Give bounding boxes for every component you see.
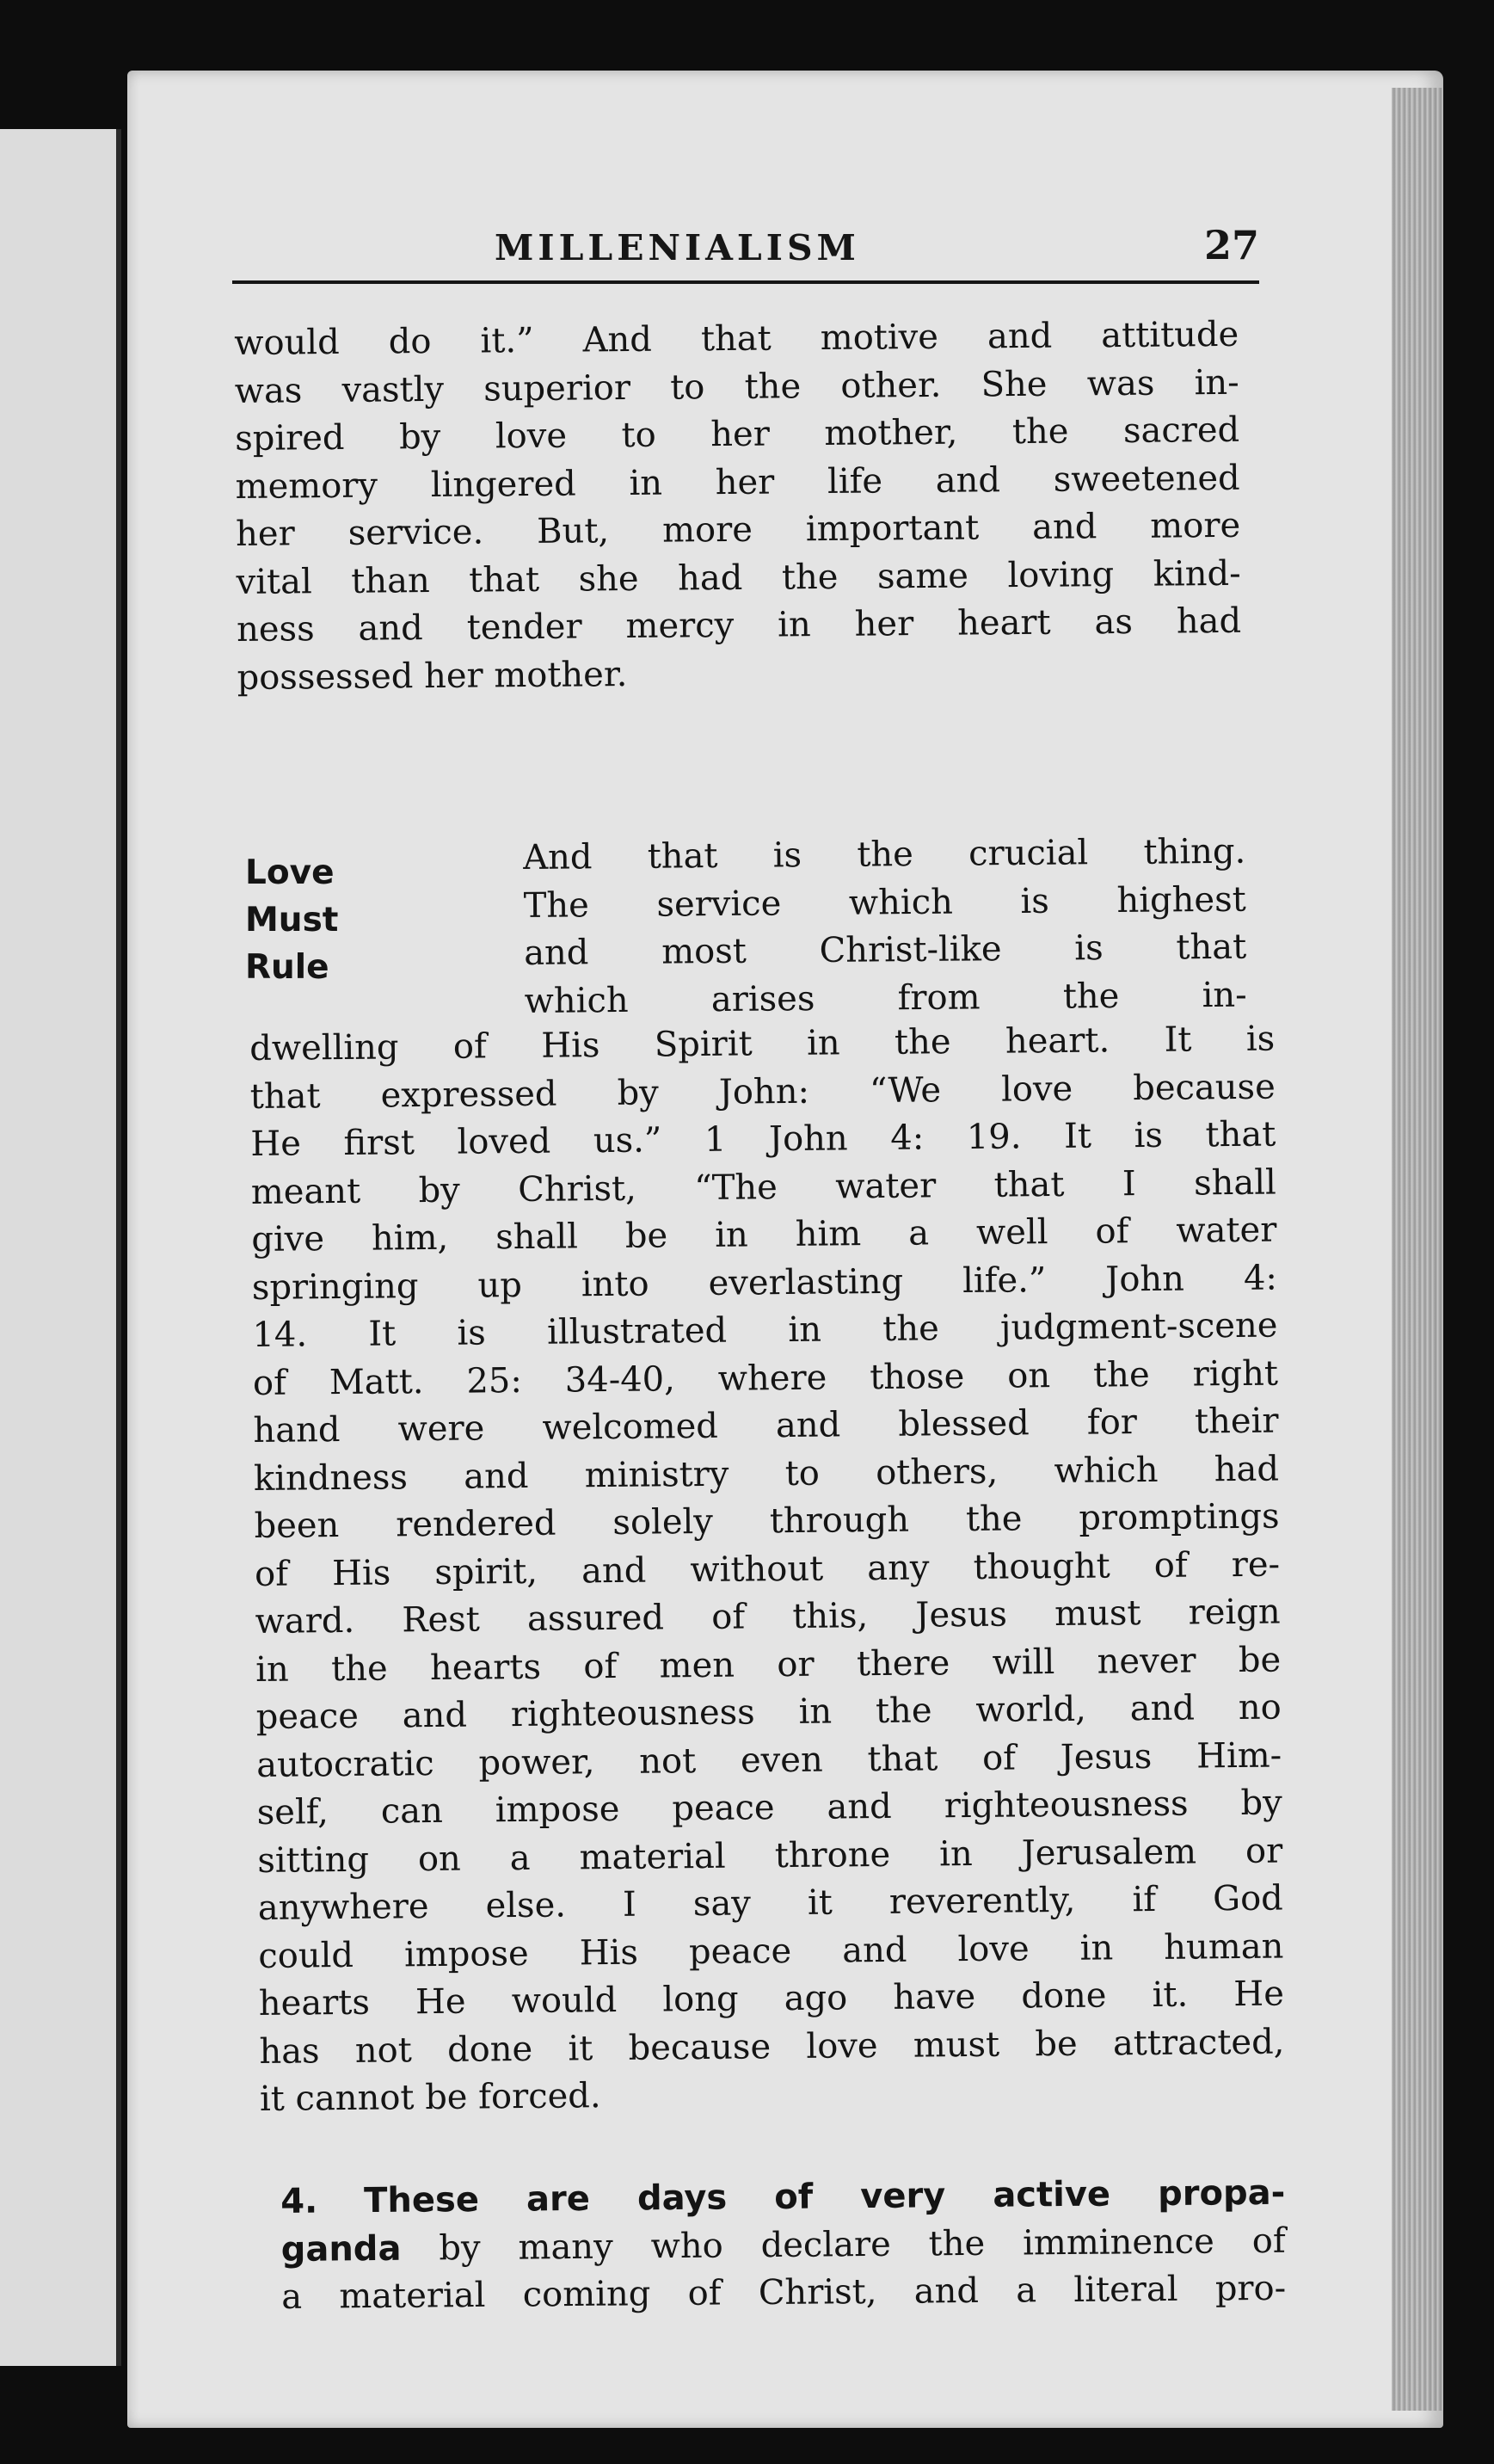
text-line: give him, shall be in him a well of water (251, 1210, 1277, 1260)
book-page (127, 71, 1443, 2428)
text-line: peace and righteousness in the world, and no (255, 1687, 1282, 1737)
bold-lead: These are days of very active propa- (363, 2172, 1286, 2221)
running-head: MILLENIALISM (495, 227, 860, 268)
text-line: that expressed by John: “We love because (249, 1067, 1276, 1117)
text-line: and most Christ-like is that (524, 927, 1247, 973)
margin-heading-word: Must (245, 901, 339, 939)
text-line: dwelling of His Spirit in the heart. It is (249, 1019, 1276, 1069)
margin-heading-word: Rule (245, 948, 329, 987)
text-line: self, can impose peace and righteousness by (256, 1783, 1282, 1833)
text-line: autocratic power, not even that of Jesus Him- (256, 1735, 1282, 1785)
paragraph-numbered (280, 2170, 1286, 2322)
text-line: could impose His peace and love in human (258, 1926, 1284, 1976)
margin-heading (245, 849, 338, 991)
paragraph-indented-start (523, 829, 1247, 1026)
text-line: spired by love to her mother, the sacred (235, 410, 1240, 459)
text-line: springing up into everlasting life.” John 4: (251, 1258, 1278, 1308)
text-line: possessed her mother. (237, 654, 628, 698)
text-line (280, 2217, 1285, 2274)
text-line: He first loved us.” 1 John 4: 19. It is that (250, 1114, 1276, 1164)
page-stack-edge (1392, 88, 1443, 2411)
text-line: anywhere else. I say it reverently, if God (257, 1878, 1284, 1928)
text-run: by many who declare the imminence of (401, 2221, 1286, 2269)
page-header (232, 222, 1259, 284)
text-line: sitting on a material throne in Jerusalem or (257, 1831, 1283, 1881)
item-numeral: 4. (280, 2181, 318, 2221)
text-line: ward. Rest assured of this, Jesus must reign (255, 1592, 1281, 1642)
text-line: in the hearts of men or there will never be (255, 1640, 1282, 1690)
paragraph-body (249, 1016, 1285, 2124)
text-line: kindness and ministry to others, which had (253, 1449, 1280, 1499)
text-line: was vastly superior to the other. She was in- (234, 362, 1239, 411)
text-line: been rendered solely through the promptings (254, 1496, 1280, 1546)
text-line: of His spirit, and without any thought of re- (254, 1544, 1281, 1594)
text-line (280, 2170, 1285, 2227)
bold-lead-continued: ganda (280, 2228, 402, 2270)
text-line: 14. It is illustrated in the judgment-scene (252, 1305, 1278, 1355)
paragraph-continued (234, 311, 1242, 702)
text-line: her service. But, more important and more (235, 505, 1241, 554)
text-line: would do it.” And that motive and attitude (234, 314, 1239, 363)
text-line: And that is the crucial thing. (523, 831, 1246, 878)
page-number: 27 (1203, 222, 1259, 268)
text-line: meant by Christ, “The water that I shall (250, 1162, 1277, 1212)
text-line: of Matt. 25: 34-40, where those on the right (252, 1353, 1279, 1403)
margin-heading-word: Love (245, 853, 335, 892)
text-line: a material coming of Christ, and a literal pro- (281, 2268, 1287, 2317)
text-line: The service which is highest (523, 879, 1246, 926)
text-line: vital than that she had the same loving kind- (236, 553, 1241, 602)
text-line: ness and tender mercy in her heart as had (236, 601, 1242, 650)
text-line: has not done it because love must be attracted, (259, 2022, 1285, 2072)
previous-page-edge (0, 129, 121, 2366)
text-line: hand were welcomed and blessed for their (253, 1401, 1279, 1451)
text-line: which arises from the in- (524, 975, 1247, 1021)
text-line: it cannot be forced. (259, 2076, 601, 2119)
text-line: hearts He would long ago have done it. He (258, 1974, 1285, 2024)
text-line: memory lingered in her life and sweetened (235, 458, 1240, 507)
